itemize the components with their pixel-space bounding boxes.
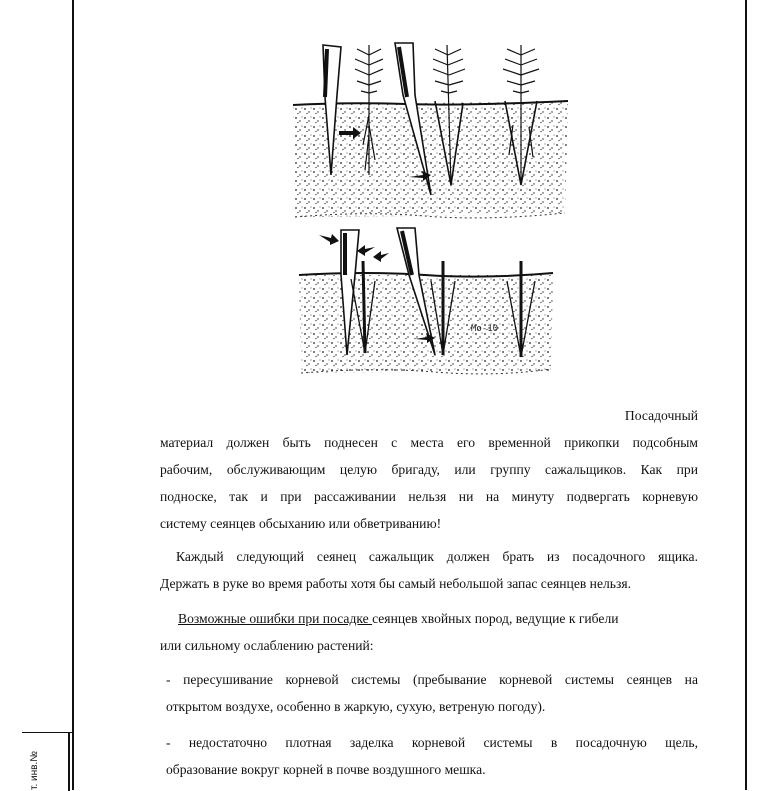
paragraph-1-line: материал должен быть поднесен с места его временной прикопки подсобным (160, 435, 698, 450)
arrow-icon (373, 251, 389, 262)
heading-word: Посадочный (624, 408, 698, 423)
paragraph-3-line-1 (160, 605, 698, 632)
paragraph-2 (160, 543, 698, 597)
paragraph-1-line: подноске, так и при рассаживании нельзя ни на минуту подвергать корневую (160, 489, 698, 504)
bullet-1 (166, 666, 698, 720)
bullet-1-line: - пересушивание корневой системы (пребывание корневой системы сеянцев на (166, 672, 698, 687)
arrow-icon (319, 234, 339, 245)
paragraph-3 (160, 605, 698, 659)
page-frame-left-border (72, 0, 74, 790)
page-frame-right-border (745, 0, 747, 790)
bullet-2 (166, 729, 698, 783)
stamp-inventory-label: т. инв.№ (29, 751, 40, 790)
paragraph-1 (160, 429, 698, 537)
seedling-planting-diagram (285, 35, 575, 380)
soil-label: Мо-10 (471, 324, 499, 334)
paragraph-2-line: Держать в руке во время работы хотя бы самый небольшой запас сеянцев нельзя. (160, 576, 631, 591)
paragraph-2-line: Каждый следующий сеянец сажальщик должен брать из посадочного ящика. (176, 549, 698, 564)
bullet-2-line: образование вокруг корней в почве воздушного мешка. (166, 762, 486, 777)
bullet-2-line: - недостаточно плотная заделка корневой системы в посадочную щель, (166, 735, 698, 750)
bullet-1-line: открытом воздухе, особенно в жаркую, сухую, ветреную погоду). (166, 699, 546, 714)
underlined-phrase: Возможные ошибки при посадке (178, 611, 373, 626)
diagram-bottom-panel (299, 228, 553, 374)
seedling-stem-a (363, 261, 365, 353)
arrow-icon (357, 245, 375, 256)
diagram-top-panel (293, 43, 568, 218)
paragraph-3-line-2: или сильному ослаблению растений: (160, 638, 374, 653)
paragraph-1-line: рабочим, обслуживающим целую бригаду, или группу сажальщиков. Как при (160, 462, 698, 477)
paragraph-3-rest: сеянцев хвойных пород, ведущие к гибели (372, 611, 619, 626)
stamp-divider (68, 733, 70, 791)
paragraph-1-line: систему сеянцев обсыханию или обветриванию! (160, 516, 442, 531)
